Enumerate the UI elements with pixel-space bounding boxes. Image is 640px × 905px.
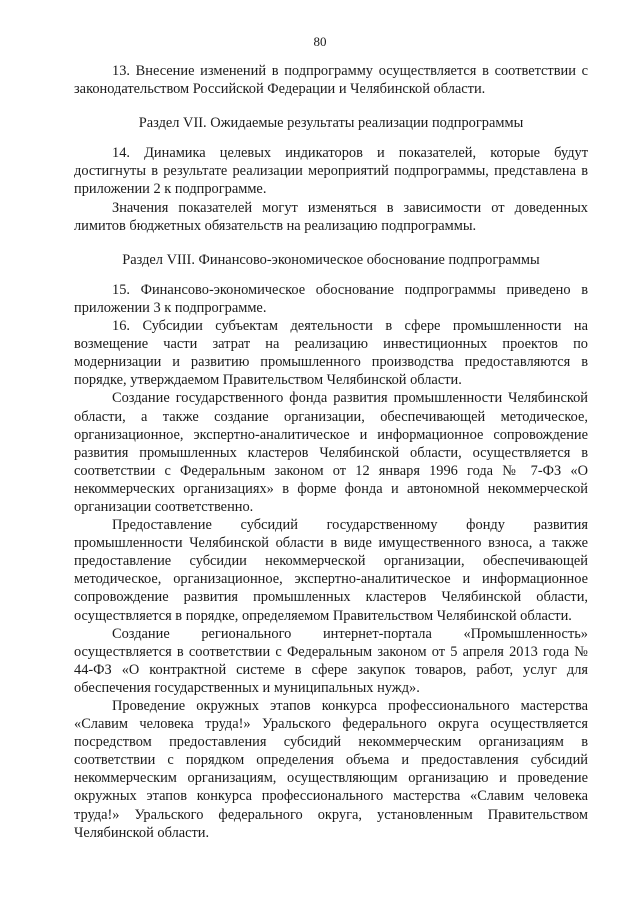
paragraph-16: 16. Субсидии субъектам деятельности в сфере промышленности на возмещение части затрат на реализацию инвестиционных проектов по модернизации и развитию промышленного производства предоставляются в порядке, утверждаемом Правительством Челябинской области. <box>74 318 588 389</box>
paragraph-competition: Проведение окружных этапов конкурса профессионального мастерства «Славим человека труда!» Уральского федерального округа осуществляется посредством предоставления субсидий некоммерческим организациям в соответствии с порядком определения объема и предоставления субсидий некоммерческим организациям, осуществляющим организацию и проведение окружных этапов конкурса профессионального мастерства «Славим человека труда!» Уральского федерального округа, установленным Правительством Челябинской области. <box>74 698 588 841</box>
paragraph-internet-portal: Создание регионального интернет-портала «Промышленность» осуществляется в соответствии с Федеральным законом от 5 апреля 2013 года № 44-ФЗ «О контрактной системе в сфере закупок товаров, работ, услуг для обеспечения государственных и муниципальных нужд». <box>74 625 588 696</box>
paragraph-13: 13. Внесение изменений в подпрограмму осуществляется в соответствии с законодательством Российской Федерации и Челябинской области. <box>74 63 588 98</box>
paragraph-subsidies-fund: Предоставление субсидий государственному фонду развития промышленности Челябинской области в виде имущественного взноса, а также предоставление субсидии некоммерческой организации, обеспечивающей методическое, организационное, экспертно-аналитическое и информационное сопровождение развития промышленных кластеров Челябинской области, осуществляется в порядке, определяемом Правительством Челябинской области. <box>74 517 588 624</box>
document-body <box>74 62 588 842</box>
paragraph-indicator-values: Значения показателей могут изменяться в зависимости от доведенных лимитов бюджетных обязательств на реализацию подпрограммы. <box>74 199 588 234</box>
section-heading-viii: Раздел VIII. Финансово-экономическое обоснование подпрограммы <box>122 251 540 268</box>
section-heading-vii: Раздел VII. Ожидаемые результаты реализации подпрограммы <box>138 115 524 132</box>
paragraph-14: 14. Динамика целевых индикаторов и показателей, которые будут достигнуты в результате реализации мероприятий подпрограммы, представлена в приложении 2 к подпрограмме. <box>74 145 588 198</box>
page-number: 80 <box>313 34 327 49</box>
paragraph-fund-creation: Создание государственного фонда развития промышленности Челябинской области, а также создание организации, обеспечивающей методическое, организационное, экспертно-аналитическое и информационное сопровождение развития промышленных кластеров Челябинской области, осуществляется в соответствии с Федеральным законом от 12 января 1996 года № 7-ФЗ «О некоммерческих организациях» в форме фонда и автономной некоммерческой организации соответственно. <box>74 390 588 515</box>
paragraph-15: 15. Финансово-экономическое обоснование подпрограммы приведено в приложении 3 к подпрограмме. <box>74 281 588 316</box>
